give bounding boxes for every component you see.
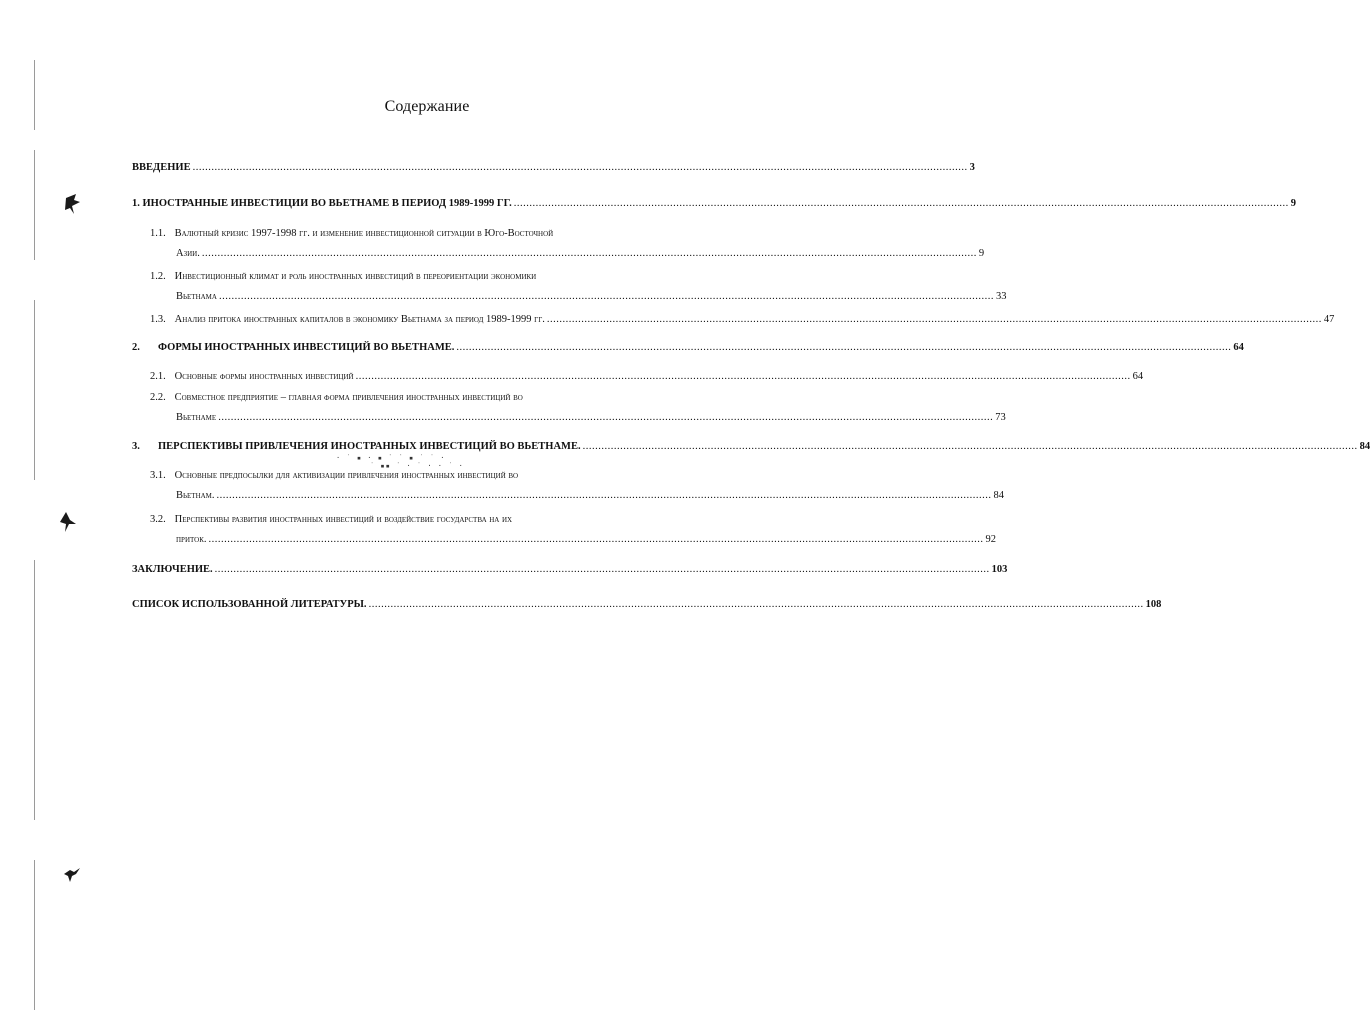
toc-entry-bibliography bbox=[132, 595, 1162, 615]
toc-page-number: 103 bbox=[991, 564, 1008, 575]
toc-entry-text: ФОРМЫ ИНОСТРАННЫХ ИНВЕСТИЦИЙ ВО ВЬЕТНАМЕ. bbox=[158, 342, 455, 353]
toc-entry-text: Инвестиционный климат и роль иностранных инвестиций в переориентации экономики bbox=[174, 271, 537, 282]
toc-page-number: 84 bbox=[1359, 441, 1370, 452]
scan-margin-line bbox=[34, 860, 35, 1010]
toc-entry-section-1-1 bbox=[150, 224, 985, 264]
toc-entry-text: Анализ притока иностранных капиталов в экономику Вьетнама за период 1989-1999 гг. bbox=[174, 314, 545, 325]
toc-entry-number: 1.1. bbox=[150, 228, 166, 239]
toc-page-number: 9 bbox=[1290, 198, 1296, 209]
leader-dots: ........................................................................................................................................................................................................................................................ bbox=[218, 291, 994, 302]
leader-dots: ........................................................................................................................................................................................................................................................ bbox=[582, 441, 1358, 452]
toc-entry-number: 1.3. bbox=[150, 314, 166, 325]
toc-page-number: 47 bbox=[1323, 314, 1335, 325]
scan-noise: · ˙ ▪ · ▪ ˙ ˙ ▪ ˙ ˙ · bbox=[336, 454, 446, 462]
toc-entry-text: Основные формы иностранных инвестиций bbox=[174, 371, 354, 382]
toc-entry-section-2-1 bbox=[150, 367, 1144, 387]
toc-entry-text-continued: Вьетнаме bbox=[176, 412, 217, 423]
scan-noise: ˙ ▪▪ ˙ · ˙ · · ˙ · bbox=[370, 462, 464, 470]
scan-margin-line bbox=[34, 150, 35, 260]
leader-dots: ........................................................................................................................................................................................................................................................ bbox=[456, 342, 1232, 353]
toc-page-number: 108 bbox=[1145, 599, 1162, 610]
scan-blot-icon bbox=[62, 192, 84, 218]
scan-margin-line bbox=[34, 560, 35, 820]
toc-entry-text-continued: Азии. bbox=[176, 248, 200, 259]
toc-page-number: 3 bbox=[969, 162, 975, 173]
toc-page-number: 33 bbox=[995, 291, 1007, 302]
leader-dots: ........................................................................................................................................................................................................................................................ bbox=[546, 314, 1322, 325]
toc-entry-number: 3.2. bbox=[150, 514, 166, 525]
scan-blot-icon bbox=[62, 864, 84, 886]
toc-entry-text: Перспективы развития иностранных инвестиций и воздействие государства на их bbox=[174, 514, 513, 525]
toc-entry-text-continued: Вьетнама bbox=[176, 291, 217, 302]
toc-entry-number: 2.1. bbox=[150, 371, 166, 382]
toc-entry-conclusion bbox=[132, 560, 1008, 580]
toc-entry-text-continued: приток. bbox=[176, 534, 207, 545]
toc-entry-text: СПИСОК ИСПОЛЬЗОВАННОЙ ЛИТЕРАТУРЫ. bbox=[132, 599, 367, 610]
leader-dots: ........................................................................................................................................................................................................................................................ bbox=[368, 599, 1144, 610]
leader-dots: ........................................................................................................................................................................................................................................................ bbox=[192, 162, 968, 173]
scan-blot-icon bbox=[58, 510, 80, 536]
toc-entry-text: ВВЕДЕНИЕ bbox=[132, 162, 191, 173]
toc-entry-number: 2. bbox=[132, 342, 140, 353]
leader-dots: ........................................................................................................................................................................................................................................................ bbox=[218, 412, 994, 423]
toc-page-number: 73 bbox=[995, 412, 1006, 423]
toc-page-number: 92 bbox=[985, 534, 997, 545]
toc-entry-number: 2.2. bbox=[150, 392, 166, 403]
toc-entry-text: Валютный кризис 1997-1998 гг. и изменение инвестиционной ситуации в Юго-Восточной bbox=[174, 228, 554, 239]
leader-dots: ........................................................................................................................................................................................................................................................ bbox=[208, 534, 984, 545]
leader-dots: ........................................................................................................................................................................................................................................................ bbox=[355, 371, 1131, 382]
leader-dots: ........................................................................................................................................................................................................................................................ bbox=[216, 490, 992, 501]
toc-entry-section-3-1 bbox=[150, 466, 1005, 506]
toc-entry-number: 1.2. bbox=[150, 271, 166, 282]
toc-page-number: 64 bbox=[1132, 371, 1144, 382]
toc-entry-text: Совместное предприятие – главная форма привлечения иностранных инвестиций во bbox=[174, 392, 523, 403]
toc-entry-section-1-2 bbox=[150, 267, 1007, 307]
toc-entry-number: 3.1. bbox=[150, 470, 166, 481]
toc-entry-section-1-3 bbox=[150, 310, 1335, 330]
toc-entry-section-2-2 bbox=[150, 388, 1006, 428]
toc-entry-chapter-2 bbox=[132, 338, 1244, 358]
toc-entry-text-continued: Вьетнам. bbox=[176, 490, 215, 501]
toc-page-number: 9 bbox=[978, 248, 985, 259]
toc-entry-text: ЗАКЛЮЧЕНИЕ. bbox=[132, 564, 213, 575]
page-title: Содержание bbox=[384, 98, 470, 115]
toc-entry-text: 1. ИНОСТРАННЫЕ ИНВЕСТИЦИИ ВО ВЬЕТНАМЕ В ПЕРИОД 1989-1999 ГГ. bbox=[132, 198, 512, 209]
scan-margin-line bbox=[34, 60, 35, 130]
scan-margin-line bbox=[34, 300, 35, 480]
leader-dots: ........................................................................................................................................................................................................................................................ bbox=[513, 198, 1289, 209]
toc-entry-text: Основные предпосылки для активизации привлечения иностранных инвестиций во bbox=[174, 470, 519, 481]
leader-dots: ........................................................................................................................................................................................................................................................ bbox=[214, 564, 990, 575]
toc-entry-number: 3. bbox=[132, 441, 140, 452]
leader-dots: ........................................................................................................................................................................................................................................................ bbox=[201, 248, 977, 259]
toc-page-number: 64 bbox=[1233, 342, 1244, 353]
toc-entry-text: ПЕРСПЕКТИВЫ ПРИВЛЕЧЕНИЯ ИНОСТРАННЫХ ИНВЕСТИЦИЙ ВО ВЬЕТНАМЕ. bbox=[158, 441, 581, 452]
toc-entry-chapter-1 bbox=[132, 194, 1296, 214]
toc-entry-section-3-2 bbox=[150, 510, 997, 550]
toc-page-number: 84 bbox=[993, 490, 1005, 501]
toc-entry-intro bbox=[132, 158, 975, 178]
